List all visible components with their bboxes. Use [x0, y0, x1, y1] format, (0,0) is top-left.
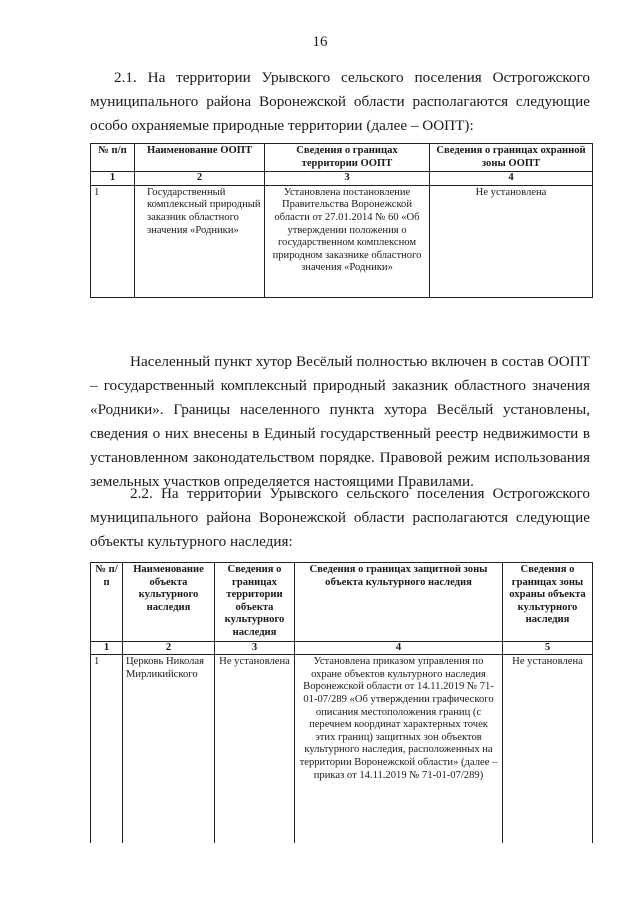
heritage-object-name: Церковь Николая Мирликийского: [123, 655, 215, 843]
header-cell: Наименование ООПТ: [135, 144, 265, 172]
table-row: [91, 655, 593, 843]
section-2-2-paragraph: [90, 482, 590, 554]
column-number: 2: [135, 172, 265, 186]
heritage-security-zone: Не установлена: [503, 655, 593, 843]
column-number: 1: [91, 172, 135, 186]
column-number: 5: [503, 641, 593, 655]
oopt-table: [90, 143, 593, 298]
table-row: [91, 185, 593, 297]
header-cell: № п/п: [91, 144, 135, 172]
oopt-protection-zone: Не установлена: [430, 185, 593, 297]
text-line: – государственный комплексный природный заказник областного значения: [90, 377, 590, 394]
text-line: земельных участков определяется настоящими Правилами.: [90, 473, 474, 490]
header-cell: Наименование объекта культурного наследия: [123, 563, 215, 642]
column-number: 3: [265, 172, 430, 186]
column-number: 3: [215, 641, 295, 655]
header-cell: Сведения о границах охранной зоны ООПТ: [430, 144, 593, 172]
cultural-heritage-table: [90, 562, 593, 843]
row-number: 1: [91, 655, 123, 843]
oopt-name: Государственный комплексный природный заказник областного значения «Родники»: [135, 185, 265, 297]
column-number-row: [91, 172, 593, 186]
oopt-boundaries: Установлена постановление Правительства Воронежской области от 27.01.2014 № 60 «Об утверждении положения о государственном комплексном природном заказнике областного значения «Родники»: [265, 185, 430, 297]
text-line: установленном законодательством порядке. Правовой режим использования: [90, 449, 590, 466]
column-number: 4: [295, 641, 503, 655]
text-line: «Родники». Границы населенного пункта хутора Весёлый установлены,: [90, 401, 590, 418]
text-line: особо охраняемые природные территории (далее – ООПТ):: [90, 117, 474, 134]
page-number: 16: [312, 34, 328, 50]
text-line: объекты культурного наследия:: [90, 533, 293, 550]
table-header-row: [91, 563, 593, 642]
text-line: Населенный пункт хутор Весёлый полностью включен в состав ООПТ: [130, 353, 590, 370]
column-number: 2: [123, 641, 215, 655]
settlement-paragraph: [90, 350, 590, 494]
text-line: 2.1. На территории Урывского сельского поселения Острогожского: [114, 69, 590, 86]
text-line: 2.2. На территории Урывского сельского поселения Острогожского: [130, 485, 590, 502]
heritage-protective-zone: Установлена приказом управления по охране объектов культурного наследия Воронежской области от 14.11.2019 № 71-01-07/289 «Об утверждении графического описания местоположения границ (с перечнем координат характерных точек этих границ) защитных зон объектов культурного наследия, расположенных на территории Воронежской области» (далее – приказ от 14.11.2019 № 71-01-07/289): [295, 655, 503, 843]
text-line: муниципального района Воронежской области располагаются следующие: [90, 509, 590, 526]
column-number: 4: [430, 172, 593, 186]
header-cell: Сведения о границах территории объекта культурного наследия: [215, 563, 295, 642]
header-cell: № п/п: [91, 563, 123, 642]
row-number: 1: [91, 185, 135, 297]
header-cell: Сведения о границах территории ООПТ: [265, 144, 430, 172]
text-line: сведения о них внесены в Единый государственный реестр недвижимости в: [90, 425, 590, 442]
column-number-row: [91, 641, 593, 655]
section-2-1-paragraph: [90, 66, 590, 138]
header-cell: Сведения о границах зоны охраны объекта культурного наследия: [503, 563, 593, 642]
column-number: 1: [91, 641, 123, 655]
text-line: муниципального района Воронежской области располагаются следующие: [90, 93, 590, 110]
header-cell: Сведения о границах защитной зоны объекта культурного наследия: [295, 563, 503, 642]
table-header-row: [91, 144, 593, 172]
heritage-territory: Не установлена: [215, 655, 295, 843]
